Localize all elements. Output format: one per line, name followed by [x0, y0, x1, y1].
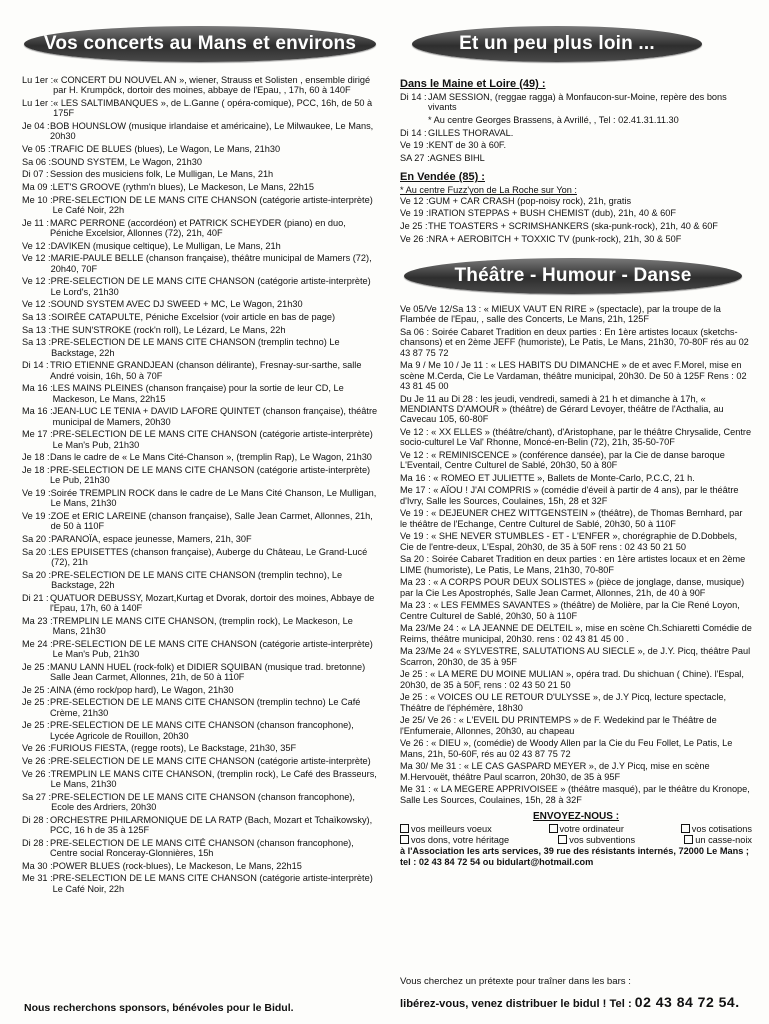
item-date: Ma 30 :: [22, 860, 53, 871]
envoy-title: ENVOYEZ-NOUS :: [532, 810, 620, 822]
list-item: [400, 208, 752, 218]
item-text: « AÏOU ! J'AI COMPRIS » (comédie d'éveil à partir de 4 ans), par le théâtre d'Ivry, Salle les Sources, Coulaines, 15h, 28 et 32F: [400, 485, 739, 506]
item-text: « A CORPS POUR DEUX SOLISTES » (pièce de jonglage, danse, musique) par la Cie Les Apostrophés, Salle Jean Carmet, Allonnes, 21h, de 40 à 90F: [400, 577, 745, 598]
item-date: Di 21 :: [22, 592, 49, 603]
item-text: KENT de 30 à 60F.: [428, 140, 507, 151]
concerts-banner: Vos concerts au Mans et environs: [24, 26, 376, 62]
item-text: JEAN-LUC LE TENIA + DAVID LAFORE QUINTET (chanson française), théâtre municipal de Mamers, 20h30: [52, 406, 378, 427]
envoy-checks-row-2: [400, 835, 752, 846]
item-date: Je 25 :: [22, 661, 50, 672]
item-date: Ve 12 :: [400, 449, 429, 460]
list-item: [22, 616, 378, 637]
list-item: [22, 182, 378, 192]
list-item: [22, 299, 378, 309]
list-item: [400, 554, 752, 575]
item-date: Je 25 :: [400, 669, 428, 680]
item-date: Ma 23 :: [400, 600, 431, 611]
item-text: « LA MERE DU MOINE MULIAN », opéra trad. Du shichuan ( Chine). l'Espal, 20h30, de 35 à 50F, rens : 02 43 50 21 50: [400, 669, 744, 690]
theatre-banner: Théâtre - Humour - Danse: [404, 258, 742, 294]
item-date: Je 25 :: [22, 697, 50, 708]
item-date: Ve 12 :: [22, 240, 51, 251]
item-date: Di 14 :: [400, 127, 427, 138]
item-text: « L'EVEIL DU PRINTEMPS » de F. Wedekind par le Théâtre de l'Enfumeraie, Allonnes, 20h30, au chapeau: [400, 715, 717, 736]
list-item: [400, 761, 752, 782]
item-text: « ROMEO ET JULIETTE », Ballets de Monte-Carlo, P.C.C, 21 h.: [433, 472, 695, 483]
item-date: Sa 20 :: [22, 546, 52, 557]
list-item: [22, 276, 378, 297]
item-date: Sa 20 :: [22, 569, 52, 580]
list-item: [22, 570, 378, 591]
list-item: [22, 547, 378, 568]
item-text: « MIEUX VAUT EN RIRE » (spectacle), par la troupe de la Flambée de l'Epau, , salle des Concerts, Le Mans, 21h, 125F: [400, 304, 721, 325]
item-text: SOUND SYSTEM AVEC DJ SWEED + MC, Le Wagon, 21h30: [50, 299, 303, 310]
checkbox-casse-noix[interactable]: un casse-noix: [684, 835, 752, 846]
item-date: Ve 26 :: [400, 738, 429, 749]
item-text: AGNES BIHL: [429, 153, 485, 164]
list-item: [22, 157, 378, 167]
item-date: Sa 13 :: [22, 312, 52, 323]
item-date: Je 25 :: [22, 684, 50, 695]
list-item: [22, 792, 378, 813]
item-date: Me 31 :: [400, 784, 431, 795]
list-item: [400, 304, 752, 325]
maine-heading: Dans le Maine et Loire (49) :: [400, 78, 546, 90]
list-item: [400, 784, 752, 805]
list-item: [22, 218, 378, 239]
item-text: * Au centre Georges Brassens, à Avrillé, , Tel : 02.41.31.11.30: [428, 114, 679, 125]
item-text: « XX ELLES » (théâtre/chant), d'Aristophane, par le théâtre Chrysalide, Centre socio-culturel Le Val' Rhonne, Moncé-en-Belin (72), 21h, 35-50-70F: [400, 426, 752, 448]
list-item: [22, 743, 378, 753]
item-text: « CONCERT DU NOUVEL AN », wiener, Strauss et Solisten , ensemble dirigé par H. Krumpöck, dortoir des moines, abbaye de l'Epau, , 17h, 60 à 140F: [53, 75, 371, 96]
list-item: [400, 485, 752, 506]
list-item: [22, 452, 378, 462]
item-date: Ma 23 :: [400, 577, 431, 588]
item-date: Me 17 :: [400, 485, 431, 496]
right-column: [400, 0, 752, 868]
item-date: Ma 16 :: [22, 406, 53, 417]
item-text: GUM + CAR CRASH (pop-noisy rock), 21h, gratis: [428, 195, 632, 206]
item-date: Me 17 :: [22, 429, 53, 440]
checkbox-voeux[interactable]: vos meilleurs voeux: [400, 824, 492, 835]
item-date: Ma 9 / Me 10 / Je 11 :: [400, 360, 489, 371]
item-date: Sa 13 :: [22, 324, 52, 335]
list-item: [22, 253, 378, 274]
item-text: « LA JEANNE DE DELTEIL », mise en scène Ch.Schiaretti Comédie de Reims, théâtre municipal, 20h30. rens : 02 43 81 45 00 .: [400, 623, 752, 644]
item-text: les jeudi, vendredi, samedi à 21 h et dimanche à 17h, « MENDIANTS D'AMOUR » (théâtre) de Gérard Levoyer, théâtre de l'Acthalia, au Cavecau 105, 60-80F: [400, 393, 724, 425]
item-text: SOUND SYSTEM, Le Wagon, 21h30: [51, 156, 202, 167]
list-item: [400, 669, 752, 690]
distribute-text: libérez-vous, venez distribuer le bidul ! Tel : 02 43 84 72 54.: [400, 994, 740, 1010]
item-text: TREMPLIN LE MANS CITE CHANSON, (tremplin rock), Le Café des Brasseurs, Le Mans, 21h30: [50, 768, 377, 789]
item-text: MARIE-PAULE BELLE (chanson française), théâtre municipal de Mamers (72), 20h40, 70F: [50, 253, 372, 274]
envoy-section: [400, 811, 752, 868]
item-text: « LES FEMMES SAVANTES » (théâtre) de Molière, par la Cie René Loyon, Centre Culturel de Sablé, 20h30, 50 à 110F: [400, 600, 740, 621]
item-date: Ve 12 :: [22, 253, 51, 264]
item-text: Soirée Cabaret Tradition en deux parties : En 1ère artistes locaux (sketchs-chansons) et en 2ème JEFF (humoriste), Le Patis, Le Mans, 21h30, 70-80F rés au 02 43 87 75 72: [400, 326, 749, 358]
item-text: MANU LANN HUEL (rock-folk) et DIDIER SQUIBAN (musique trad. bretonne) Salle Jean Carmet, Allonnes, 21h, de 50 à 110F: [50, 661, 366, 682]
item-date: Lu 1er :: [22, 75, 54, 85]
list-item: [400, 577, 752, 598]
item-date: Sa 20 :: [22, 533, 52, 544]
item-date: Ma 23/Me 24: [400, 646, 454, 657]
list-item: [22, 75, 378, 96]
item-text: « DEJEUNER CHEZ WITTGENSTEIN » (théâtre), de Thomas Bernhard, par le théâtre de l'Echange, Centre Culturel de Sablé, 20h30, 50 à 110F: [400, 508, 743, 529]
item-date: Ve 12 :: [400, 195, 429, 206]
theatre-list: [400, 304, 752, 805]
item-text: « DIEU », (comédie) de Woody Allen par la Cie du Feu Follet, Le Patis, Le Mans, 21h, 50-60F, rés au 02 43 87 75 72: [400, 738, 733, 759]
item-date: Ma 16 :: [22, 383, 53, 394]
list-item: [400, 646, 752, 667]
item-text: « SHE NEVER STUMBLES - ET - L'ENFER », chorégraphie de D.Dobbels, Cie de l'entre-deux, L'Espal, 20h30, de 35 à 50F rens : 02 43 50 21 50: [400, 531, 738, 552]
item-text: LES EPUISETTES (chanson française), Auberge du Château, Le Grand-Lucé (72), 21h: [51, 546, 368, 567]
item-date: [400, 115, 428, 125]
item-text: JAM SESSION, (reggae ragga) à Monfaucon-sur-Moine, repère des bons vivants: [428, 92, 727, 113]
item-date: Ve 19 :: [400, 208, 429, 219]
item-date: Sa 13 :: [22, 337, 52, 348]
item-date: Je 25 :: [400, 692, 428, 703]
list-item: [22, 121, 378, 142]
list-item: [22, 195, 378, 216]
item-text: « VOICES OU LE RETOUR D'ULYSSE », de J.Y Picq, lecture spectacle, Théâtre de l'éphémère, 18h30: [400, 692, 727, 713]
list-item: [22, 861, 378, 871]
list-item: [400, 92, 752, 113]
checkbox-cotisations[interactable]: vos cotisations: [681, 824, 752, 835]
list-item: [400, 221, 752, 231]
item-text: PARANOÏA, espace jeunesse, Mamers, 21h, 30F: [51, 533, 252, 544]
item-text: LET'S GROOVE (rythm'n blues), Le Mackeson, Le Mans, 22h15: [52, 182, 315, 193]
list-item: [22, 488, 378, 509]
item-text: « LES SALTIMBANQUES », de L.Ganne ( opéra-comique), PCC, 16h, de 50 à 175F: [53, 97, 373, 119]
list-item: [400, 394, 752, 425]
item-text: AINA (émo rock/pop hard), Le Wagon, 21h30: [50, 684, 234, 695]
item-date: Lu 1er :: [22, 97, 54, 108]
item-text: ORCHESTRE PHILARMONIQUE DE LA RATP (Bach, Mozart et Tchaïkowsky), PCC, 16 h de 35 à 125F: [50, 814, 373, 835]
item-text: PRE-SELECTION DE LE MANS CITE CHANSON (chanson francophone), Ecole des Ardriers, 20h30: [51, 791, 355, 812]
item-text: IRATION STEPPAS + BUSH CHEMIST (dub), 21h, 40 & 60F: [428, 208, 676, 219]
item-text: Soirée Cabaret Tradition en deux parties : en 1ère artistes locaux et en 2ème LIME (humoriste), Le Patis, Le Mans, 21h30, 70-80F: [400, 554, 746, 575]
item-date: Ve 12 :: [22, 299, 51, 310]
item-text: TRIO ETIENNE GRANDJEAN (chanson délirante), Fresnay-sur-sarthe, salle André voisin, 16h, 50 à 70F: [50, 360, 362, 381]
item-text: « LA MEGERE APPRIVOISEE » (théâtre masqué), par le théâtre du Kronope, Salle Les Sources, Coulaines, 15h, 28 à 32F: [400, 784, 750, 805]
list-item: [22, 873, 378, 894]
item-text: PRE-SELECTION DE LE MANS CITE CHANSON (catégorie artiste-interprète) Le Café Noir, 22h: [52, 873, 373, 894]
item-date: Ma 16 :: [400, 472, 431, 483]
list-item: [400, 738, 752, 759]
list-item: [22, 325, 378, 335]
item-date: Ve 26 :: [22, 743, 51, 754]
item-date: Sa 27 :: [22, 791, 52, 802]
phone-number: 02 43 84 72 54.: [634, 994, 740, 1010]
item-date: Je 04 :: [22, 120, 50, 131]
item-date: Di 14 :: [400, 92, 427, 102]
list-item: [22, 685, 378, 695]
item-date: Ve 26 :: [22, 768, 51, 779]
checkbox-subventions[interactable]: vos subventions: [558, 835, 635, 846]
list-item: [22, 406, 378, 427]
item-text: PRE-SELECTION DE LE MANS CITE CHANSON (catégorie artiste-interprète) Le Pub, 21h30: [50, 465, 371, 486]
item-date: Du Je 11 au Di 28 :: [400, 393, 478, 404]
item-text: TRAFIC DE BLUES (blues), Le Wagon, Le Mans, 21h30: [50, 143, 281, 154]
vendee-venue: * Au centre Fuzz'yon de La Roche sur Yon :: [400, 185, 577, 196]
list-item: [400, 128, 752, 138]
sponsor-footer: Nous recherchons sponsors, bénévoles pour le Bidul.: [24, 1002, 294, 1014]
list-item: [22, 720, 378, 741]
item-text: PRE-SELECTION DE LE MANS CITÉ CHANSON (chanson francophone), Centre social Ronceray-Glonnières, 15h: [50, 837, 354, 858]
item-text: Soirée TREMPLIN ROCK dans le cadre de Le Mans Cité Chanson, Le Mulligan, Le Mans, 21h30: [50, 487, 377, 509]
item-date: Di 28 :: [22, 814, 49, 825]
item-date: Sa 06 :: [400, 326, 430, 337]
list-item: [22, 756, 378, 766]
item-text: NRA + AEROBITCH + TOXXIC TV (punk-rock), 21h, 30 & 50F: [428, 233, 682, 244]
item-date: Me 31 :: [22, 873, 53, 884]
further-banner: Et un peu plus loin ...: [412, 26, 702, 62]
list-item: [400, 623, 752, 644]
item-date: Ve 26 :: [22, 755, 51, 766]
item-date: SA 27 :: [400, 153, 430, 164]
item-date: Ve 19 :: [400, 140, 429, 151]
vendee-heading: En Vendée (85) :: [400, 171, 485, 184]
list-item: [400, 450, 752, 471]
checkbox-ordinateur[interactable]: votre ordinateur: [549, 824, 624, 835]
item-text: QUATUOR DEBUSSY, Mozart,Kurtag et Dvorak, dortoir des moines, Abbaye de l'Epau, 17h, 60 à 140F: [50, 592, 375, 613]
item-date: Di 07 :: [22, 169, 49, 180]
envoy-address: à l'Association les arts services, 39 rue des résistants internés, 72000 Le Mans ; tel : 02 43 84 72 54 ou bidulart@hotmail.com: [400, 845, 749, 867]
list-item: [22, 241, 378, 251]
list-item: [22, 383, 378, 404]
item-text: « SYLVESTRE, SALUTATIONS AU SIECLE », de J.Y. Picq, théâtre Paul Scarron, 20h30, de 35 à 95F: [400, 646, 751, 667]
list-item: [22, 697, 378, 718]
list-item: [22, 144, 378, 154]
item-date: Je 18 :: [22, 465, 50, 475]
item-text: ZOE et ERIC LAREINE (chanson française), Salle Jean Carmet, Allonnes, 21h, de 50 à 110F: [50, 510, 373, 532]
item-date: Ma 23 :: [22, 615, 53, 626]
envoy-checks-row-1: [400, 824, 752, 835]
list-item: [400, 115, 752, 125]
item-date: Ma 23/Me 24 :: [400, 623, 459, 634]
item-date: Ve 12 :: [400, 426, 429, 437]
list-item: [400, 531, 752, 552]
item-date: Ve 19 :: [400, 508, 429, 519]
item-date: Ve 05/Ve 12/Sa 13 :: [400, 304, 482, 314]
item-text: PRE-SELECTION DE LE MANS CITE CHANSON (catégorie artiste-interprète) Le Lord's, 21h30: [50, 276, 371, 297]
item-date: Di 28 :: [22, 837, 49, 848]
list-item: [22, 639, 378, 660]
list-item: [22, 98, 378, 119]
item-text: BOB HOUNSLOW (musique irlandaise et américaine), Le Milwaukee, Le Mans, 20h30: [50, 120, 374, 142]
list-item: [400, 153, 752, 163]
item-date: Ma 30/ Me 31 :: [400, 761, 462, 772]
item-text: POWER BLUES (rock-blues), Le Mackeson, Le Mans, 22h15: [52, 860, 302, 871]
list-item: [22, 169, 378, 179]
item-text: PRE-SELECTION DE LE MANS CITE CHANSON (chanson francophone), Lycée Agricole de Rouillon, 20h30: [50, 720, 354, 741]
checkbox-dons[interactable]: vos dons, votre héritage: [400, 835, 509, 846]
item-date: Sa 06 :: [22, 156, 52, 167]
list-item: [400, 234, 752, 244]
list-item: [400, 473, 752, 483]
list-item: [22, 429, 378, 450]
item-text: PRE-SELECTION DE LE MANS CITE CHANSON (catégorie artiste-interprète) Le Café Noir, 22h: [52, 194, 373, 215]
item-date: Ma 09 :: [22, 182, 53, 193]
list-item: [400, 327, 752, 358]
vendee-list: [400, 196, 752, 244]
bars-text: Vous cherchez un prétexte pour traîner dans les bars :: [400, 976, 631, 987]
item-text: PRE-SELECTION DE LE MANS CITE CHANSON (tremplin techno), Le Backstage, 22h: [51, 569, 343, 590]
list-item: [22, 511, 378, 532]
item-text: GILLES THORAVAL.: [428, 127, 514, 138]
item-date: Ve 05 :: [22, 143, 51, 154]
item-text: PRE-SELECTION DE LE MANS CITE CHANSON (catégorie artiste-interprète): [50, 755, 371, 766]
item-text: « REMINISCENCE » (conférence dansée), par la Cie de danse baroque L'Eventail, Centre Culturel de Sablé, 20h30, 50 à 80F: [400, 449, 725, 471]
list-item: [22, 465, 378, 486]
item-text: Session des musiciens folk, Le Mulligan, Le Mans, 21h: [50, 169, 274, 180]
item-text: FURIOUS FIESTA, (regge roots), Le Backstage, 21h30, 35F: [50, 743, 297, 754]
item-date: Me 24 :: [22, 638, 53, 649]
list-item: [400, 360, 752, 391]
item-date: Ve 26 :: [400, 233, 429, 244]
list-item: [400, 715, 752, 736]
list-item: [22, 337, 378, 358]
list-item: [22, 662, 378, 683]
maine-list: [400, 92, 752, 163]
list-item: [400, 196, 752, 206]
item-text: SOIRÉE CATAPULTE, Péniche Excelsior (voir article en bas de page): [51, 312, 336, 323]
item-date: Je 18 :: [22, 452, 50, 463]
list-item: [400, 508, 752, 529]
item-text: PRE-SELECTION DE LE MANS CITE CHANSON (catégorie artiste-interprète) Le Man's Pub, 21h30: [52, 429, 373, 450]
list-item: [22, 593, 378, 614]
item-date: Ve 19 :: [22, 510, 51, 521]
item-date: Je 25/ Ve 26 :: [400, 715, 457, 726]
item-text: PRE-SELECTION DE LE MANS CITE CHANSON (catégorie artiste-interprète) Le Man's Pub, 21h30: [52, 638, 373, 659]
list-item: [22, 769, 378, 790]
item-date: Ve 19 :: [22, 487, 51, 498]
item-text: DAVIKEN (musique celtique), Le Mulligan, Le Mans, 21h: [50, 240, 281, 251]
item-text: THE SUN'STROKE (rock'n roll), Le Lézard, Le Mans, 22h: [51, 324, 286, 335]
item-date: Me 10 :: [22, 194, 53, 205]
item-text: PRE-SELECTION DE LE MANS CITE CHANSON (tremplin techno) Le Café Crème, 21h30: [50, 697, 361, 718]
list-item: [400, 692, 752, 713]
item-text: THE TOASTERS + SCRIMSHANKERS (ska-punk-rock), 21h, 40 & 60F: [428, 221, 718, 232]
item-date: Je 11 :: [22, 217, 49, 228]
concert-list: [22, 75, 378, 894]
item-text: « LES HABITS DU DIMANCHE » de et avec F.Morel, mise en scène M.Cerda, Cie Le Vardaman, théâtre municipal, 20h30. De 50 à 125F Rens : 02 43 81 45 00: [400, 360, 747, 391]
list-item: [400, 600, 752, 621]
item-text: TREMPLIN LE MANS CITE CHANSON, (tremplin rock), Le Mackeson, Le Mans, 21h30: [52, 615, 353, 636]
list-item: [22, 312, 378, 322]
list-item: [22, 360, 378, 381]
item-text: Dans le cadre de « Le Mans Cité-Chanson », (tremplin Rap), Le Wagon, 21h30: [50, 452, 372, 463]
left-column: [22, 0, 378, 896]
list-item: [400, 140, 752, 150]
item-date: Di 14 :: [22, 360, 49, 371]
list-item: [400, 427, 752, 448]
item-date: Je 25 :: [400, 221, 428, 232]
item-text: MARC PERRONE (accordéon) et PATRICK SCHEYDER (piano) en duo, Péniche Excelsior, Allonnes (72), 21h, 40F: [50, 217, 346, 238]
item-date: Sa 20 :: [400, 554, 430, 565]
item-text: PRE-SELECTION DE LE MANS CITE CHANSON (tremplin techno) Le Backstage, 22h: [51, 337, 340, 358]
list-item: [22, 534, 378, 544]
item-date: Ve 19 :: [400, 531, 429, 542]
item-date: Ve 12 :: [22, 276, 51, 287]
item-date: Je 25 :: [22, 720, 50, 731]
item-text: « LE CAS GASPARD MEYER », de J.Y Picq, mise en scène M.Hervouët, théâtre Paul scarron, 20h30, de 35 à 95F: [400, 761, 710, 782]
item-text: LES MAINS PLEINES (chanson française) pour la sortie de leur CD, Le Mackeson, Le Mans, 22h15: [52, 383, 344, 404]
list-item: [22, 838, 378, 859]
list-item: [22, 815, 378, 836]
